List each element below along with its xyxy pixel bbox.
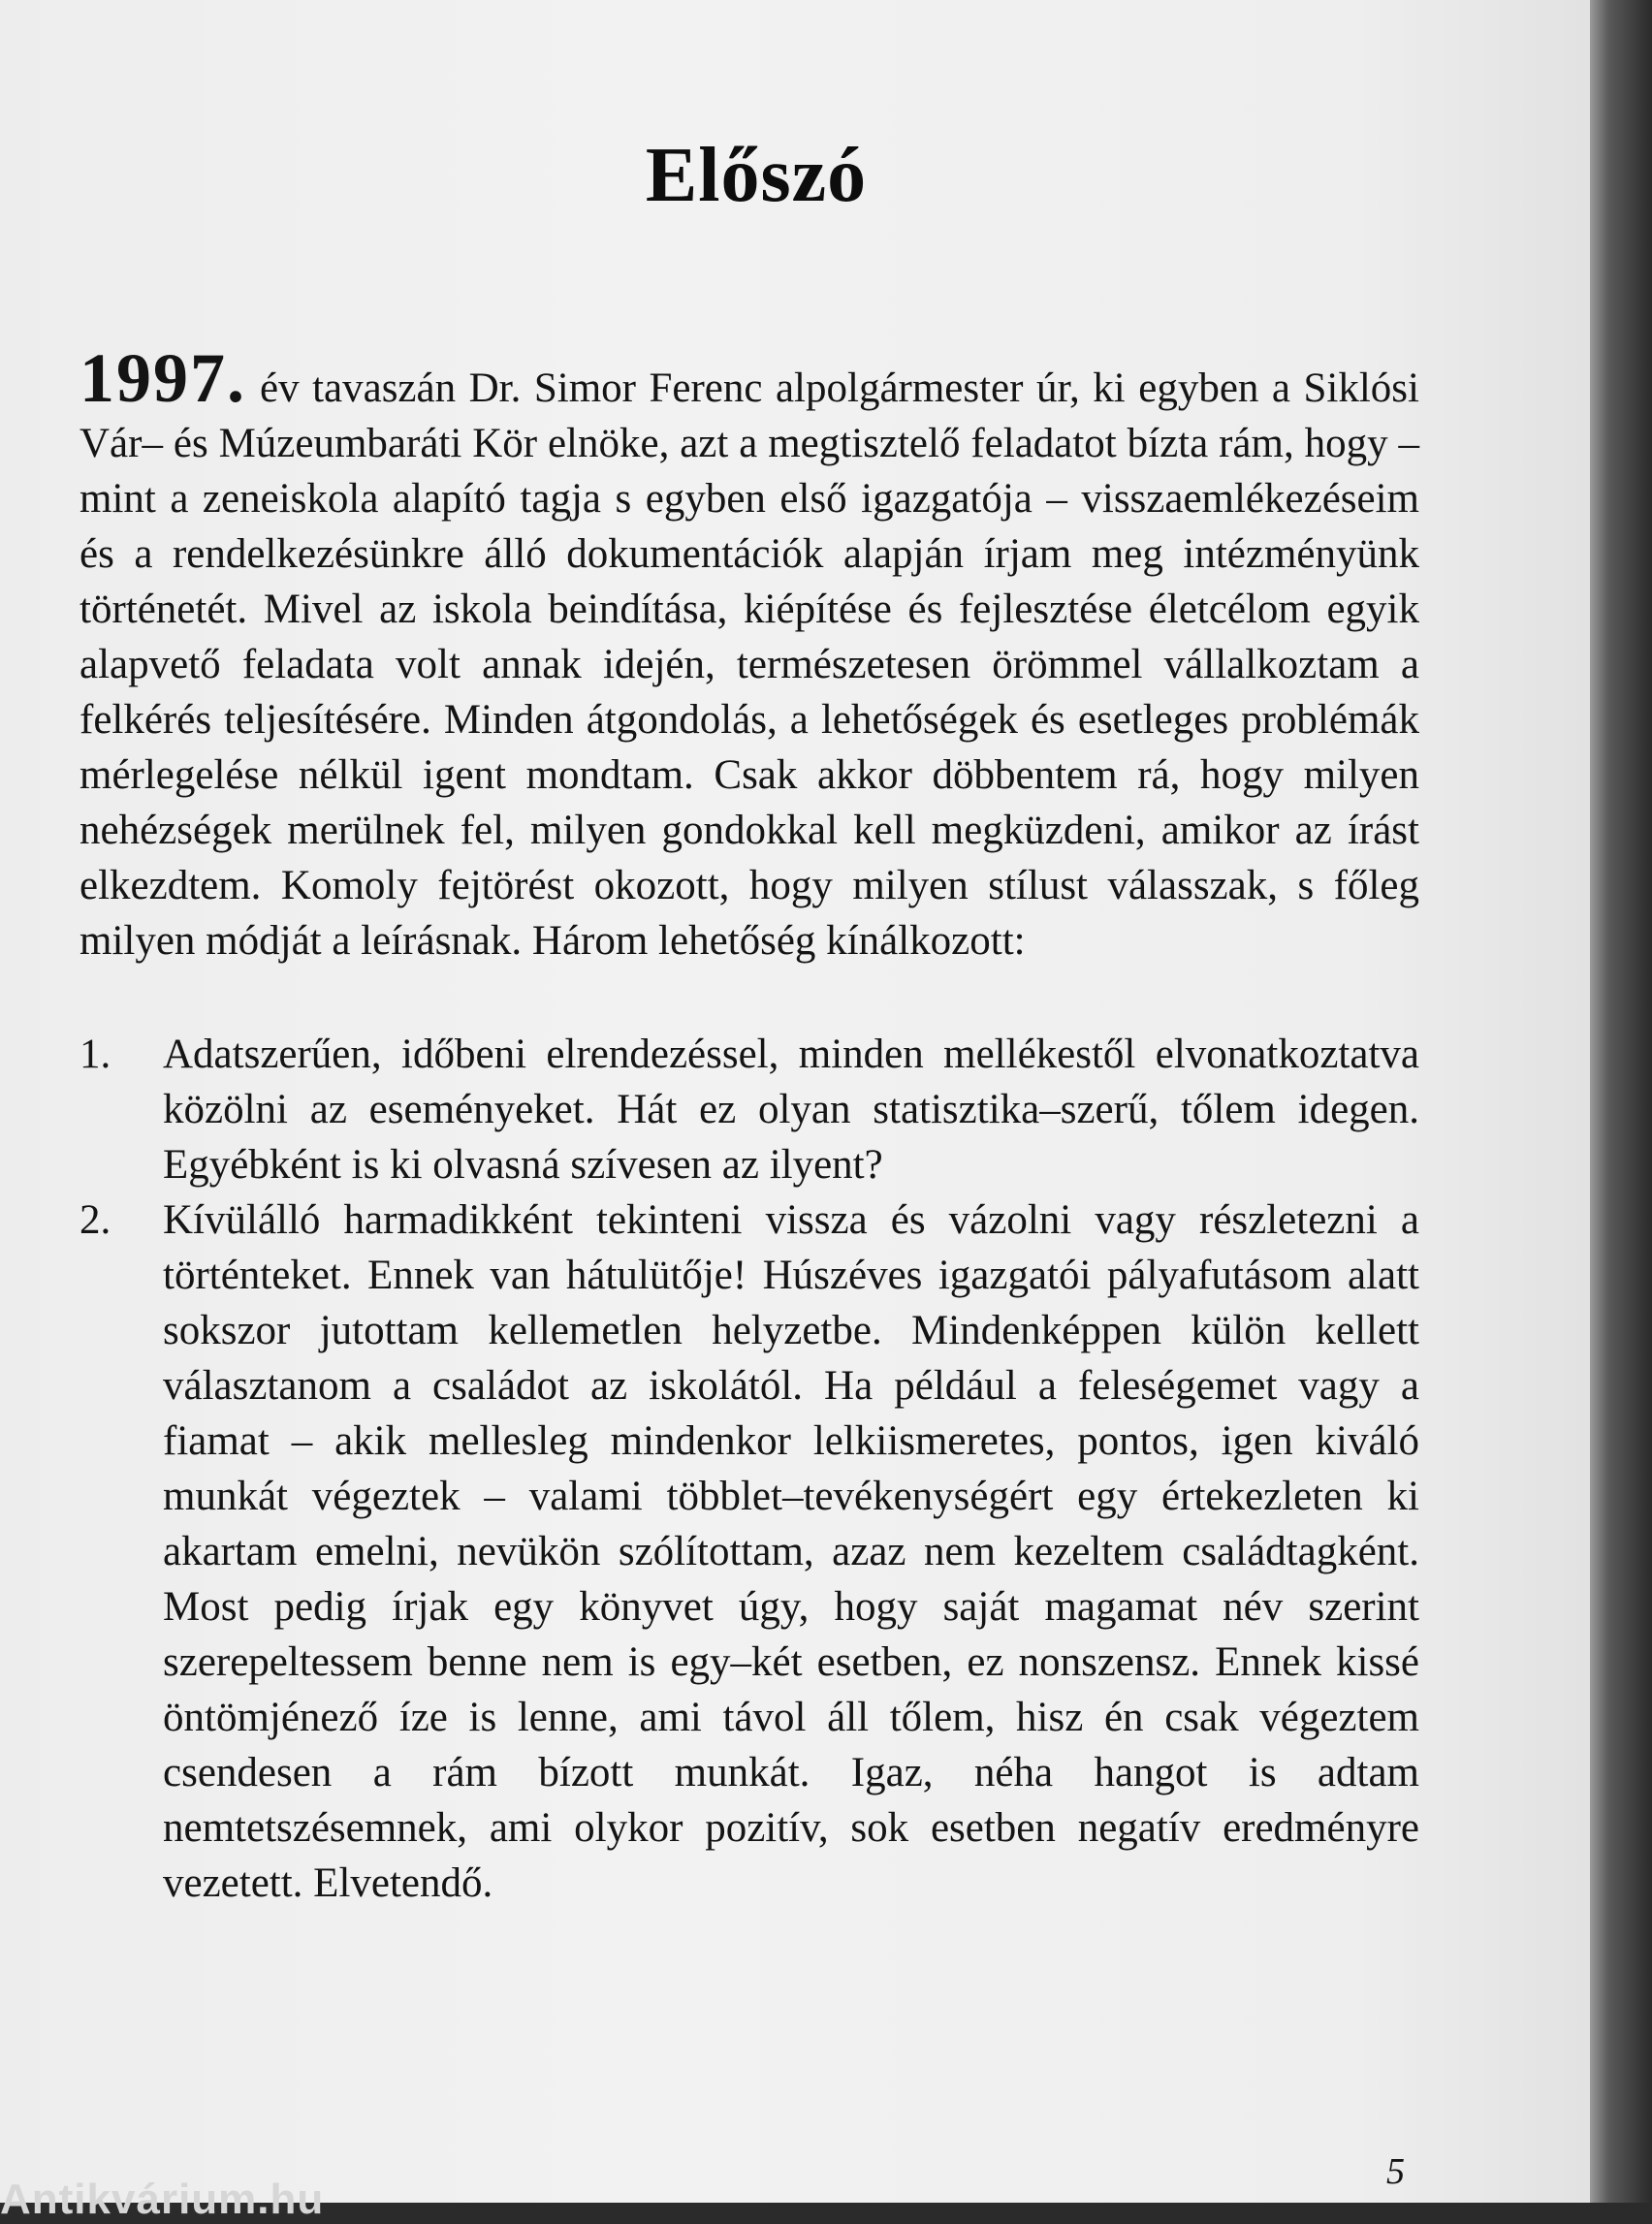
- intro-year: 1997.: [79, 339, 246, 417]
- list-item-text: Kívülálló harmadikként tekinteni vissza és vázolni vagy részletezni a történteket. Ennek van hátulütője! Húszéves igazgatói pályafutásom alatt sokszor jutottam kellemetlen helyzetbe. Mindenképpen külön kellett választanom a családot az iskolától. Ha például a feleségemet vagy a fiamat – akik mellesleg mindenkor lelkiismeretes, pontos, igen kiváló munkát végeztek – valami többlet–tevékenységért egy értekezleten ki akartam emelni, nevükön szólítottam, azaz nem kezeltem családtagként. Most pedig írjak egy könyvet úgy, hogy saját magamat név szerint szerepeltessem benne nem is egy–két esetben, ez nonszensz. Ennek kissé öntömjénező íze is lenne, ami távol áll tőlem, hisz én csak végeztem csendesen a rám bízott munkát. Igaz, néha hangot is adtam nemtetszésemnek, ami olykor pozitív, sok esetben negatív eredményre vezetett. Elvetendő.: [163, 1197, 1419, 1906]
- page-number: 5: [1386, 2151, 1405, 2192]
- options-list: [79, 1027, 1419, 1911]
- list-item: [79, 1192, 1419, 1911]
- list-item-number: 2.: [79, 1197, 111, 1243]
- list-item: [79, 1027, 1419, 1192]
- list-item-number: 1.: [79, 1032, 111, 1077]
- intro-paragraph: [79, 339, 1419, 969]
- watermark: Antikvárium.hu: [0, 2176, 325, 2223]
- page-body: [79, 339, 1419, 1911]
- page-title: Előszó: [645, 132, 868, 218]
- book-spine-shadow: [1590, 0, 1652, 2203]
- list-item-text: Adatszerűen, időbeni elrendezéssel, minden mellékestől elvonatkoztatva közölni az eseményeket. Hát ez olyan statisztika–szerű, tőlem idegen. Egyébként is ki olvasná szívesen az ilyent?: [163, 1032, 1419, 1188]
- intro-text: év tavaszán Dr. Simor Ferenc alpolgármester úr, ki egyben a Siklósi Vár– és Múzeumbaráti Kör elnöke, azt a megtisztelő feladatot bízta rám, hogy – mint a zeneiskola alapító tagja s egyben első igazgatója – visszaemlékezéseim és a rendelkezésünkre álló dokumentációk alapján írjam meg intézményünk történetét. Mivel az iskola beindítása, kiépítése és fejlesztése életcélom egyik alapvető feladata volt annak idején, természetesen örömmel vállalkoztam a felkérés teljesítésére. Minden átgondolás, a lehetőségek és esetleges problémák mérlegelése nélkül igent mondtam. Csak akkor döbbentem rá, hogy milyen nehézségek merülnek fel, milyen gondokkal kell megküzdeni, amikor az írást elkezdtem. Komoly fejtörést okozott, hogy milyen stílust válasszak, s főleg milyen módját a leírásnak. Három lehetőség kínálkozott:: [79, 365, 1419, 964]
